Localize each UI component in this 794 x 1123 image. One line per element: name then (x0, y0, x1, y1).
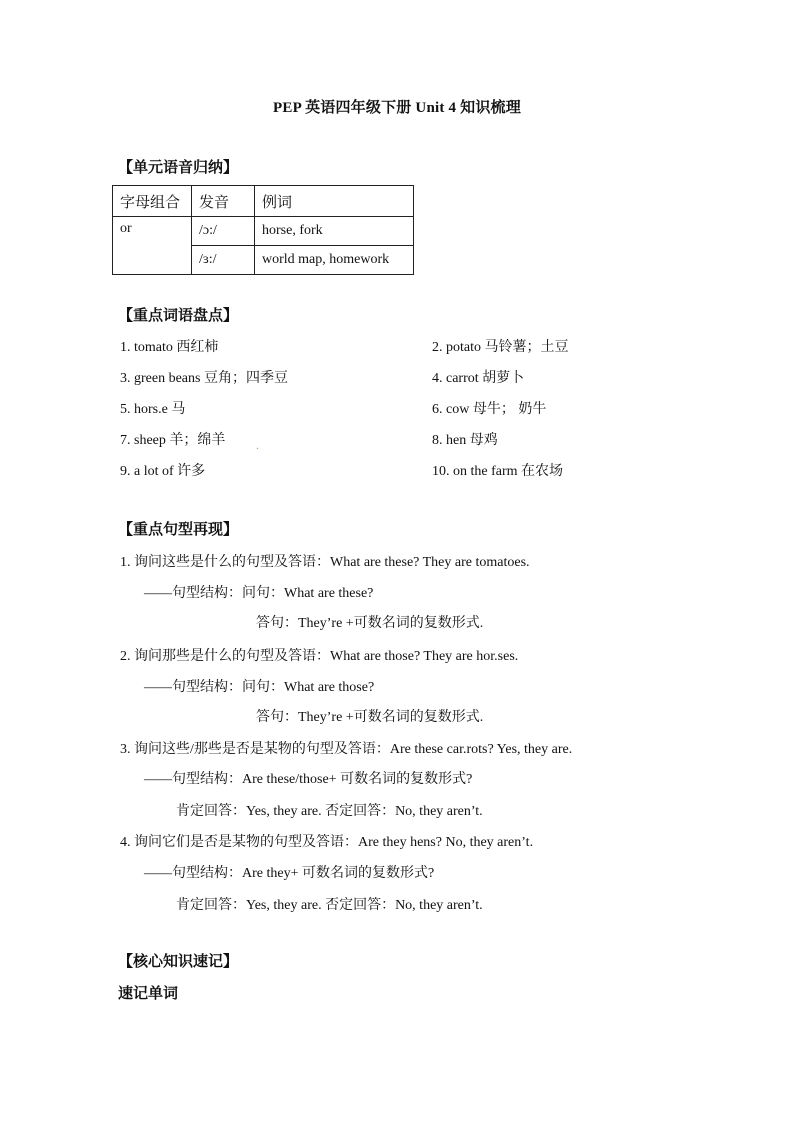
header-pronunciation: 发音 (192, 186, 255, 217)
vocab-item: 3. green beans 豆角；四季豆 (120, 371, 288, 386)
sentence-line: ——句型结构：Are they+ 可数名词的复数形式? (144, 866, 435, 881)
phonics-table (112, 185, 414, 275)
sentences-heading: 【重点句型再现】 (118, 522, 239, 538)
vocab-item: 10. on the farm 在农场 (432, 464, 564, 479)
examples-cell: world map, homework (255, 246, 414, 275)
vocab-item: 5. hors.e 马 (120, 402, 186, 417)
header-example-words: 例词 (255, 186, 414, 217)
vocab-item: 9. a lot of 许多 (120, 464, 206, 479)
phonics-heading: 【单元语音归纳】 (118, 160, 239, 176)
page-title: PEP 英语四年级下册 Unit 4 知识梳理 (273, 100, 521, 116)
vocab-item: 8. hen 母鸡 (432, 433, 498, 448)
sound-cell: /ɜ:/ (192, 246, 255, 275)
sentence-line: 肯定回答：Yes, they are. 否定回答：No, they aren’t. (176, 898, 483, 913)
letter-combo-cell: or (113, 217, 192, 275)
vocab-item: 1. tomato 西红柿 (120, 340, 219, 355)
sentence-line: 答句：They’re +可数名词的复数形式. (256, 616, 484, 631)
sentence-line: 肯定回答：Yes, they are. 否定回答：No, they aren’t. (176, 804, 483, 819)
sound-cell: /ɔ:/ (192, 217, 255, 246)
sentence-line: 1. 询问这些是什么的句型及答语：What are these? They are tomatoes. (120, 555, 530, 570)
header-letter-combo: 字母组合 (113, 186, 192, 217)
sentence-line: ——句型结构：问句：What are those? (144, 680, 375, 695)
examples-cell: horse, fork (255, 217, 414, 246)
sentence-line: 3. 询问这些/那些是否是某物的句型及答语：Are these car.rots? Yes, they are. (120, 742, 573, 757)
stray-mark: . (256, 438, 259, 452)
sentence-line: ——句型结构：Are these/those+ 可数名词的复数形式? (144, 772, 473, 787)
vocab-item: 2. potato 马铃薯；土豆 (432, 340, 569, 355)
phonics-header-row (113, 186, 414, 217)
sentence-line: 2. 询问那些是什么的句型及答语：What are those? They are hor.ses. (120, 649, 519, 664)
vocab-heading: 【重点词语盘点】 (118, 308, 239, 324)
core-subheading: 速记单词 (118, 986, 179, 1002)
vocab-item: 6. cow 母牛； 奶牛 (432, 402, 547, 417)
sentence-line: 答句：They’re +可数名词的复数形式. (256, 710, 484, 725)
core-heading: 【核心知识速记】 (118, 954, 239, 970)
vocab-item: 4. carrot 胡萝卜 (432, 371, 525, 386)
sentence-line: 4. 询问它们是否是某物的句型及答语：Are they hens? No, they aren’t. (120, 835, 534, 850)
vocab-item: 7. sheep 羊；绵羊 (120, 433, 226, 448)
sentence-line: ——句型结构：问句：What are these? (144, 586, 374, 601)
phonics-row (113, 217, 414, 246)
